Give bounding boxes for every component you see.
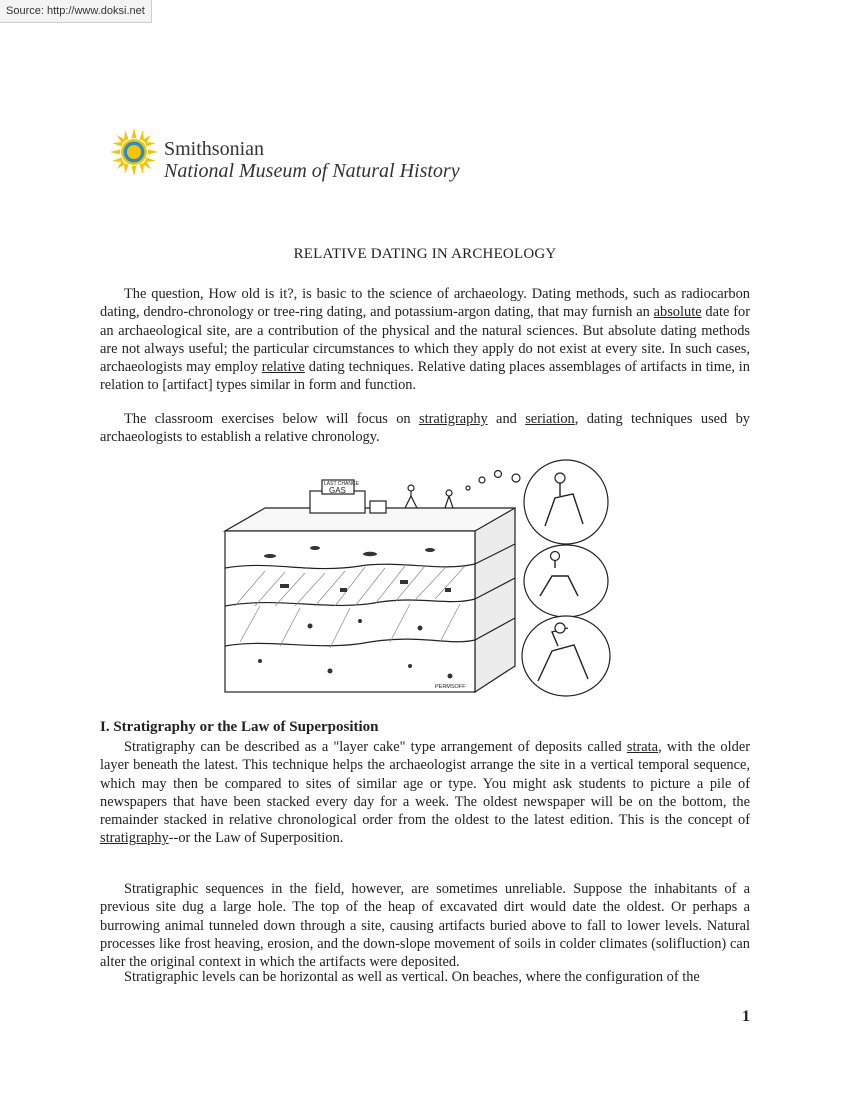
stratigraphy-term: stratigraphy [418,411,488,427]
section-heading-stratigraphy: I. Stratigraphy or the Law of Superposition [100,719,379,735]
artist-signature: PERMSOFF [435,684,466,690]
page-number: 1 [742,1008,750,1025]
absolute-term: absolute [653,304,702,321]
logo-line-smithsonian: Smithsonian [164,138,265,160]
gas-sign: GAS [329,486,346,495]
exercises-paragraph: The classroom exercises below will focus on stratigraphy and seriation, dating techniques used by archaeologists to establish a relative chronology. [100,411,750,446]
logo-line-museum: National Museum of Natural History [164,160,460,182]
sun-logo-icon [110,128,158,176]
stratigraphy-illustration [220,456,620,706]
source-label: Source: http://www.doksi.net [0,0,152,23]
gas-sign-top: LAST CHANCE [324,481,359,487]
intro-paragraph: The question, How old is it?, is basic to the science of archaeology. Dating methods, such as radiocarbon dating, dendro-chronology or tree-ring dating, and potassium-argon dating, that may furnish an absolute date for an archaeological site, are a contribution of the physical and the natural sciences. But absolute dating methods are not always useful; the particular circumstances to which they apply do not exist at every site. In such cases, archaeologists may employ relative dating techniques. Relative dating places assemblages of artifacts in time, in relation to [artifact] types similar in form and function. [100,286,750,394]
horizontal-levels-paragraph: Stratigraphic levels can be horizontal as well as vertical. On beaches, where the configuration of the [124,969,700,985]
relative-term: relative [261,359,305,376]
strata-term: strata [626,739,659,755]
smithsonian-logo [110,128,460,188]
unreliable-sequences-paragraph: Stratigraphic sequences in the field, however, are sometimes unreliable. Suppose the inhabitants of a previous site dug a large hole. The top of the heap of excavated dirt would date the oldest. Or perhaps a burrowing animal tunneled down through a site, causing artifacts buried above to fall to lower levels. Natural processes like frost heaving, erosion, and the down-slope movement of soils in colder climates (solifluction) can alter the original context in which the artifacts were deposited. [100,881,750,971]
document-title: RELATIVE DATING IN ARCHEOLOGY [293,246,557,262]
stratigraphy-term-2: stratigraphy [100,830,169,847]
stratigraphy-paragraph: Stratigraphy can be described as a "layer cake" type arrangement of deposits called strata, with the older layer beneath the latest. This technique helps the archaeologist arrange the site in a vertical temporal sequence, which may then be compared to sites of similar age or type. You might ask students to picture a pile of newspapers that have been stacked every day for a week. The oldest newspaper will be on the bottom, the remainder stacked in relative chronological order from the oldest to the latest edition. This is the concept of stratigraphy--or the Law of Superposition. [100,739,750,847]
seriation-term: seriation [525,411,575,427]
